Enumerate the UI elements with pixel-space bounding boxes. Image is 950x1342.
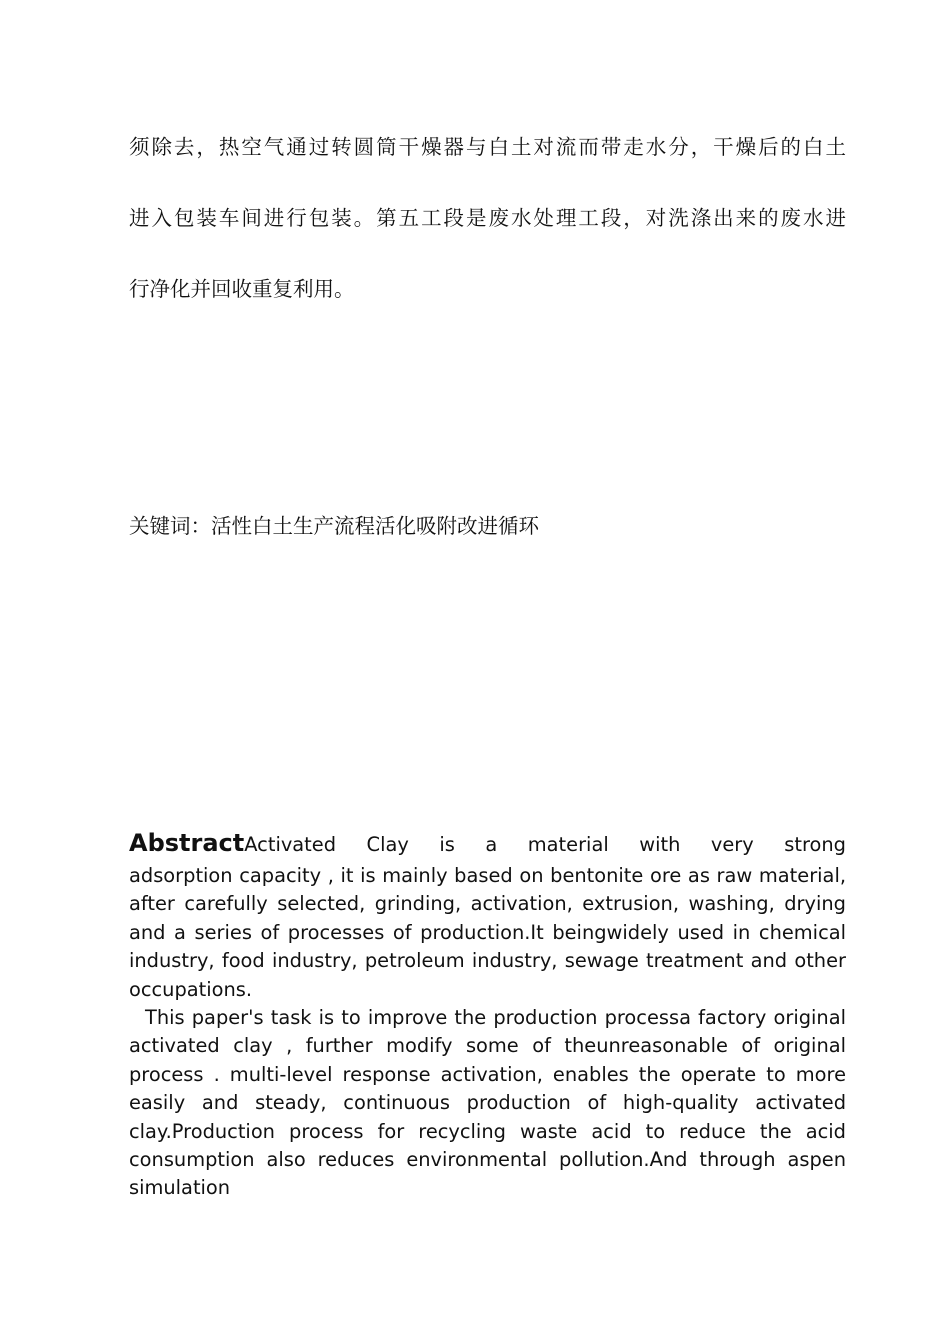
abstract-section	[129, 824, 846, 1203]
abstract-first-line-text: Activated Clay is a material with very strong	[244, 833, 846, 856]
abstract-paragraph-2: This paper's task is to improve the production processa factory original activated clay , further modify some of theunreasonable of original process . multi-level response activation, enables the operate to more easily and steady, continuous production of high-quality activated clay.Production process for recycling waste acid to reduce the acid consumption also reduces environmental pollution.And through aspen simulation	[129, 1006, 846, 1200]
body-text-line-2: 进入包装车间进行包装。第五工段是废水处理工段，对洗涤出来的废水进	[129, 206, 846, 230]
abstract-heading: Abstract	[129, 829, 245, 857]
keywords-line: 关键词：活性白土生产流程活化吸附改进循环	[129, 514, 539, 538]
body-text-line-3: 行净化并回收重复利用。	[129, 277, 355, 301]
abstract-first-line	[129, 824, 846, 862]
body-text-line-1: 须除去，热空气通过转圆筒干燥器与白土对流而带走水分，干燥后的白土	[129, 135, 846, 159]
abstract-paragraph-1: adsorption capacity , it is mainly based on bentonite ore as raw material, after carefully selected, grinding, activation, extrusion, washing, drying and a series of processes of production.It beingwidely used in chemical industry, food industry, petroleum industry, sewage treatment and other occupations.	[129, 864, 846, 1001]
